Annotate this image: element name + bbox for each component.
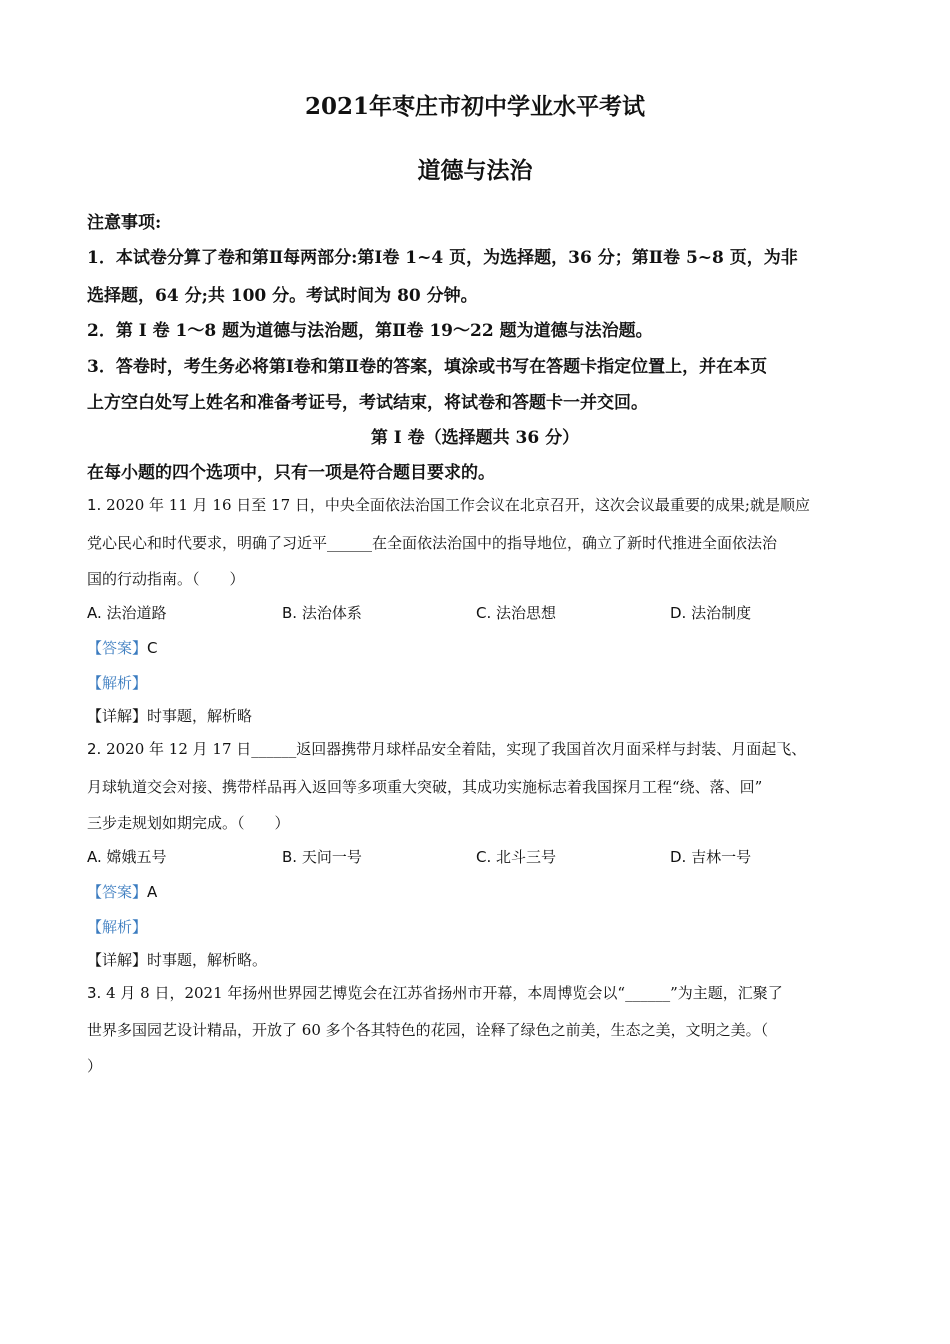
option-text: 北斗三号	[491, 848, 557, 866]
question-1-line-2: 党心民心和时代要求，明确了习近平______在全面依法治国中的指导地位，确立了新时代推进全面依法治	[87, 534, 778, 552]
question-2-line-2: 月球轨道交会对接、携带样品再入返回等多项重大突破，其成功实施标志着我国探月工程“绕、落、回”	[87, 778, 763, 796]
question-2-line-3: 三步走规划如期完成。（ ）	[87, 814, 290, 832]
notice-item-3-line-1: 3．答卷时，考生务必将第Ⅰ卷和第Ⅱ卷的答案，填涂或书写在答题卡指定位置上，并在本页	[87, 357, 768, 377]
question-1-option-b	[282, 602, 362, 623]
question-3-number: 3.	[87, 984, 102, 1002]
question-1-line-1	[87, 494, 810, 515]
option-text: 法治道路	[101, 604, 167, 622]
question-2-option-d	[670, 846, 751, 867]
option-letter: B.	[282, 604, 298, 622]
option-text: 嫦娥五号	[101, 848, 167, 866]
option-text: 吉林一号	[686, 848, 752, 866]
question-1-number: 1.	[87, 496, 102, 514]
notice-item-2: 2．第 I 卷 1～8 题为道德与法治题，第Ⅱ卷 19～22 题为道德与法治题。	[87, 321, 653, 341]
option-letter: A.	[87, 604, 102, 622]
exam-title: 2021年枣庄市初中学业水平考试	[304, 93, 645, 120]
question-2-number: 2.	[87, 740, 102, 758]
notice-item-3-line-2: 上方空白处写上姓名和准备考证号，考试结束，将试卷和答题卡一并交回。	[87, 393, 648, 413]
option-letter: A.	[87, 848, 102, 866]
question-2-line-1	[87, 738, 806, 759]
answer-label: 【答案】	[87, 639, 148, 657]
question-1-stem: 2020 年 11 月 16 日至 17 日，中央全面依法治国工作会议在北京召开，这次会议最重要的成果;就是顺应	[101, 496, 810, 514]
option-letter: C.	[476, 604, 492, 622]
question-1-analysis-label: 【解析】	[87, 674, 148, 692]
notice-item-1-line-2: 选择题，64 分;共 100 分。考试时间为 80 分钟。	[87, 286, 478, 306]
question-2-option-b	[282, 846, 362, 867]
question-2-option-c	[476, 846, 556, 867]
question-1-answer	[87, 637, 158, 658]
question-2-answer	[87, 881, 157, 902]
option-text: 天问一号	[297, 848, 362, 866]
question-3-line-2: 世界多国园艺设计精品，开放了 60 多个各其特色的花园，诠释了绿色之前美，生态之美，文明之美。（	[87, 1021, 769, 1039]
option-text: 法治体系	[297, 604, 362, 622]
option-letter: C.	[476, 848, 492, 866]
option-letter: B.	[282, 848, 298, 866]
question-1-line-3: 国的行动指南。（ ）	[87, 570, 245, 588]
question-3-line-3: ）	[87, 1057, 103, 1075]
notice-heading: 注意事项:	[87, 213, 162, 233]
option-letter: D.	[670, 604, 687, 622]
question-1-option-d	[670, 602, 751, 623]
subject-title: 道德与法治	[417, 157, 533, 184]
notice-item-1-line-1: 1．本试卷分算了卷和第Ⅱ每两部分:第Ⅰ卷 1~4 页，为选择题，36 分；第Ⅱ卷 5~8 页，为非	[87, 248, 798, 268]
question-2-detail: 【详解】时事题，解析略。	[87, 951, 268, 969]
question-2-stem: 2020 年 12 月 17 日______返回器携带月球样品安全着陆，实现了我国首次月面采样与封装、月面起飞、	[101, 740, 807, 758]
question-2-option-a	[87, 846, 167, 867]
question-1-option-a	[87, 602, 167, 623]
answer-value: A	[147, 883, 158, 901]
question-1-detail: 【详解】时事题，解析略	[87, 707, 253, 725]
answer-value: C	[147, 639, 158, 657]
option-text: 法治制度	[686, 604, 752, 622]
section-instruction: 在每小题的四个选项中，只有一项是符合题目要求的。	[87, 463, 495, 483]
question-3-stem: 4 月 8 日，2021 年扬州世界园艺博览会在江苏省扬州市开幕，本周博览会以“______”为主题，汇聚了	[101, 984, 783, 1002]
question-2-analysis-label: 【解析】	[87, 918, 148, 936]
option-letter: D.	[670, 848, 687, 866]
answer-label: 【答案】	[87, 883, 148, 901]
question-3-line-1	[87, 982, 783, 1003]
section-title: 第 I 卷（选择题共 36 分）	[370, 428, 580, 448]
question-1-option-c	[476, 602, 556, 623]
option-text: 法治思想	[491, 604, 557, 622]
